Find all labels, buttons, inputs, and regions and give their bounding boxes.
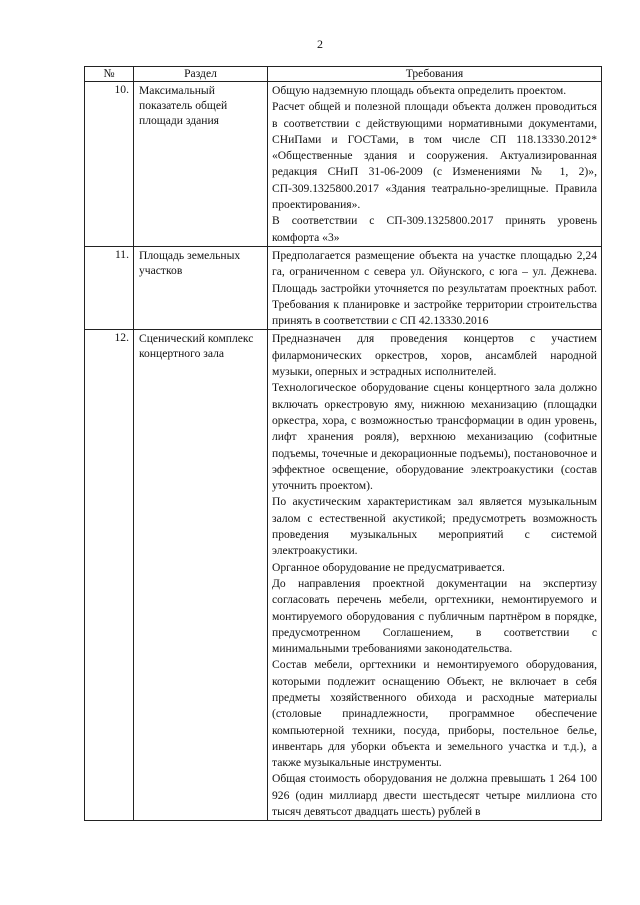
requirement-paragraph: Общую надземную площадь объекта определить проектом.	[272, 84, 567, 97]
requirements-table	[84, 66, 602, 821]
table-header-row	[85, 67, 602, 82]
table-row	[85, 246, 602, 329]
header-section: Раздел	[134, 67, 268, 82]
row-requirements	[268, 246, 602, 329]
row-section: Сценический комплекс концертного зала	[134, 330, 268, 821]
requirement-paragraph: Предполагается размещение объекта на участке площадью 2,24 га, ограниченном с севера ул. Ойунского, с юга – ул. Дежнева. Площадь застройки уточняется по результатам проектных работ. Требования к планировке и застройке территории строительства принять в соответствии с СП 42.13330.2016	[272, 248, 597, 328]
row-section: Площадь земельных участков	[134, 246, 268, 329]
table-row	[85, 330, 602, 821]
row-number: 12.	[85, 330, 134, 821]
requirement-paragraph: Предназначен для проведения концертов с участием филармонических оркестров, хоров, ансамблей народной музыки, оперных и эстрадных исполнителей.	[272, 332, 597, 379]
header-requirements: Требования	[268, 67, 602, 82]
header-num: №	[85, 67, 134, 82]
requirement-paragraph: Технологическое оборудование сцены концертного зала должно включать оркестровую яму, нижнюю механизацию (площадки оркестра, хора, с возможностью трансформации в один уровень, лифт хранения рояля), верхнюю механизацию (софитные подъемы, точечные и декорационные подъемы), постановочное и эффектное освещение, оборудование электроакустики (состав уточнить проектом).	[272, 381, 597, 493]
requirement-paragraph: Расчет общей и полезной площади объекта должен проводиться в соответствии с действующими нормативными документами, СНиПами и ГОСТами, в том числе СП 118.13330.2012* «Общественные здания и сооружения. Актуализированная редакция СНиП 31-06-2009 (с Изменениями № 1, 2)», СП-309.1325800.2017 «Здания театрально-зрелищные. Правила проектирования».	[272, 100, 597, 212]
requirement-paragraph: До направления проектной документации на экспертизу согласовать перечень мебели, оргтехники, немонтируемого и монтируемого оборудования с публичным партнёром в порядке, предусмотренном Соглашением, в соответствии с минимальными требованиями законодательства.	[272, 576, 597, 656]
requirement-paragraph: Состав мебели, оргтехники и немонтируемого оборудования, которыми подлежит оснащению Объект, не включает в себя предметы хозяйственного обихода и расходные материалы (столовые принадлежности, программное обеспечение компьютерной техники, посуда, приборы, постельное белье, инвентарь для уборки объекта и земельного участка и т.д.), а также музыкальные инструменты.	[272, 658, 597, 770]
row-requirements	[268, 82, 602, 247]
requirement-paragraph: Общая стоимость оборудования не должна превышать 1 264 100 926 (один миллиард двести шестьдесят четыре миллиона сто тысяч девятьсот двадцать шесть) рублей в	[272, 772, 597, 819]
row-section: Максимальный показатель общей площади здания	[134, 82, 268, 247]
requirement-paragraph: В соответствии с СП-309.1325800.2017 принять уровень комфорта «3»	[272, 214, 597, 244]
requirement-paragraph: По акустическим характеристикам зал является музыкальным залом с естественной акустикой; предусмотреть возможность проведения музыкальных мероприятий с системой электроакустики.	[272, 495, 597, 558]
requirement-paragraph: Органное оборудование не предусматривается.	[272, 560, 505, 574]
table-row	[85, 82, 602, 247]
row-requirements	[268, 330, 602, 821]
row-number: 11.	[85, 246, 134, 329]
row-number: 10.	[85, 82, 134, 247]
page-number: 2	[317, 37, 323, 51]
